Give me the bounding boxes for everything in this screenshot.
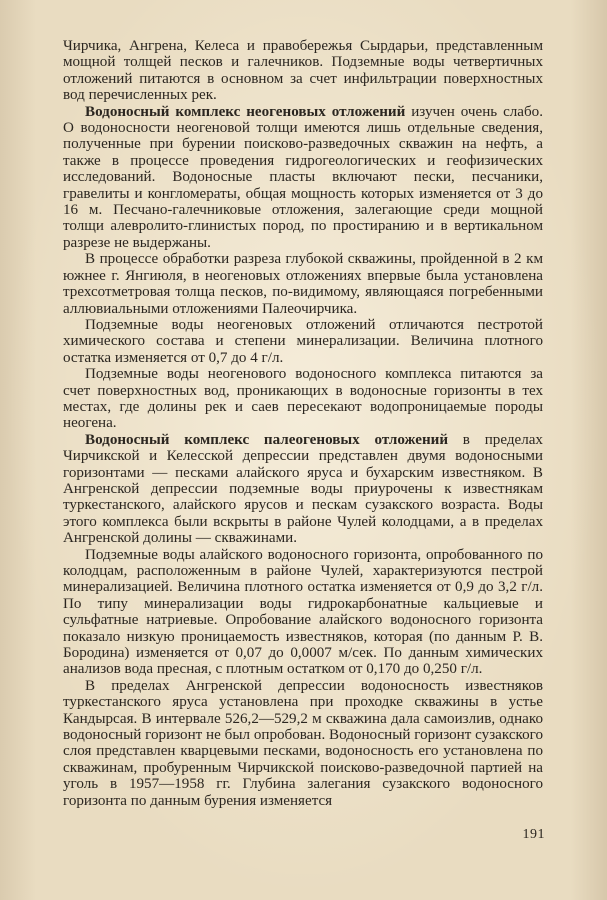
paragraph-6-text: в пределах Чирчикской и Келесской депрессии представлен двумя водоносными горизонтами — песками алайского яруса и бухарским известняком. В Ангренской депрессии подземные воды приурочены к известнякам туркестанского, алайского ярусов и пескам сузакского возраста. Воды этого комплекса были вскрыты в районе Чулей колодцами, а в пределах Ангренской долины — скважинами. [63,431,543,547]
paragraph-3-text: В процессе обработки разреза глубокой скважины, пройденной в 2 км южнее г. Янгиюля, в неогеновых отложениях впервые была установлена трехсотметровая толща песков, по-видимому, являющаяся погребенными аллювиальными отложениями Палеочирчика. [63,251,543,317]
body-text [63,38,543,809]
paragraph-2-text: изучен очень слабо. О водоносности неогеновой толщи имеются лишь отдельные сведения, полученные при бурении поисково-разведочных скважин на нефть, а также в процессе проведения гидрогеологических и геофизических исследований. Водоносные пласты включают пески, песчаники, гравелиты и конгломераты, общая мощность которых изменяется от 3 до 16 м. Песчано-галечниковые отложения, залегающие среди мощной толщи алевролито-глинистых пород, по простиранию и в вертикальном разрезе не выдержаны. [63,103,544,251]
page-number: 191 [522,827,545,842]
paragraph-1-text: Чирчика, Ангрена, Келеса и правобережья Сырдарьи, представленным мощной толщей песков и галечников. Подземные воды четвертичных отложений питаются в основном за счет инфильтрации поверхностных вод перечисленных рек. [63,38,543,104]
paragraph-8 [63,678,543,809]
paragraph-7 [63,547,543,678]
paragraph-3 [63,251,543,317]
paragraph-2 [63,104,543,252]
section-heading-paleogene: Водоносный комплекс палеогеновых отложений [85,431,449,448]
paragraph-5-text: Подземные воды неогенового водоносного комплекса питаются за счет поверхностных вод, проникающих в водоносные горизонты в тех местах, где долины рек и саев пересекают водопроницаемые породы неогена. [63,366,543,432]
paragraph-4 [63,317,543,366]
paragraph-1 [63,38,543,104]
paragraph-5 [63,366,543,432]
paragraph-4-text: Подземные воды неогеновых отложений отличаются пестротой химического состава и степени минерализации. Величина плотного остатка изменяется от 0,7 до 4 г/л. [63,316,543,366]
paragraph-8-text: В пределах Ангренской депрессии водоносность известняков туркестанского яруса установлена при проходке скважины в устье Кандырсая. В интервале 526,2—529,2 м скважина дала самоизлив, однако водоносный горизонт не был опробован. Водоносный горизонт сузакского слоя представлен кварцевыми песками, водоносность его установлена по скважинам, пробуренным Чирчикской поисково-разведочной партией на уголь в 1957—1958 гг. Глубина залегания сузакского водоносного горизонта по данным бурения изменяется [63,677,543,809]
section-heading-neogene: Водоносный комплекс неогеновых отложений [85,103,406,120]
paragraph-6 [63,432,543,547]
paragraph-7-text: Подземные воды алайского водоносного горизонта, опробованного по колодцам, расположенным в районе Чулей, характеризуются пестрой минерализацией. Величина плотного остатка изменяется от 0,9 до 3,2 г/л. По типу минерализации воды гидрокарбонатные кальциевые и сульфатные натриевые. Опробование алайского водоносного горизонта показало низкую проницаемость известняков, которая (по данным Р. В. Бородина) изменяется от 0,07 до 0,0007 м/сек. По данным химических анализов вода пресная, с плотным остатком от 0,170 до 0,250 г/л. [63,546,543,678]
